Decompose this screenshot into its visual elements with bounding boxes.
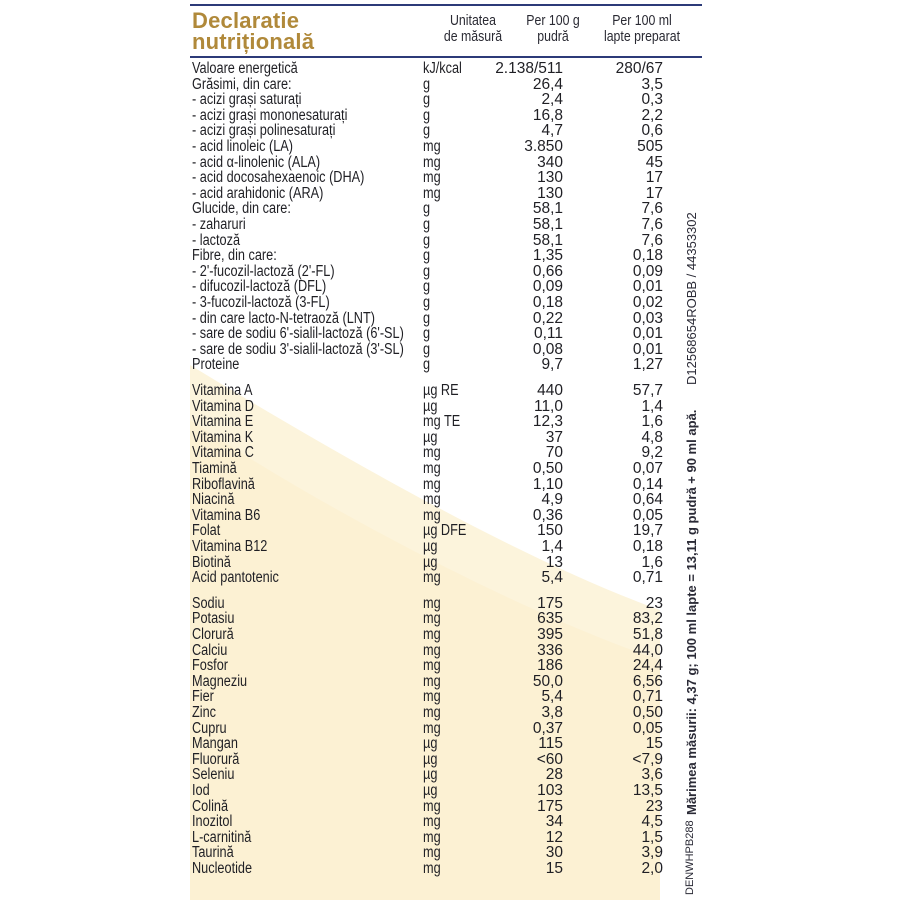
nutrient-name: Vitamina B6 [192, 506, 261, 524]
value-per-100g: 28 [545, 766, 563, 784]
nutrient-name: Proteine [192, 356, 240, 374]
value-per-100g: 50,0 [532, 672, 563, 690]
nutrient-unit: g [423, 231, 431, 249]
table-row [0, 539, 900, 555]
table-row [0, 658, 900, 674]
table-row [0, 399, 900, 415]
value-per-100ml: 0,64 [632, 491, 663, 509]
nutrient-name: - acid arahidonic (ARA) [192, 184, 324, 202]
value-per-100g: 395 [537, 626, 563, 643]
nutrient-name: - acid docosahexaenoic (DHA) [192, 169, 365, 187]
nutrient-name: Clorură [192, 626, 234, 643]
nutrient-name: Tiamină [192, 460, 237, 477]
nutrient-name: Iod [192, 782, 210, 799]
header-per-100g: Per 100 g pudră [526, 13, 580, 45]
value-per-100g: 2.138/511 [495, 60, 563, 77]
table-row [0, 643, 900, 659]
nutrient-unit: mg [423, 641, 441, 659]
nutrient-name: Colină [192, 797, 229, 815]
nutrient-name: Vitamina K [192, 428, 254, 446]
value-per-100g: 13 [545, 553, 563, 571]
nutrient-unit: µg DFE [423, 522, 467, 540]
value-per-100ml: 19,7 [632, 522, 663, 540]
nutrient-name: - zaharuri [192, 216, 246, 233]
value-per-100ml: 3,6 [641, 766, 663, 784]
nutrient-unit: mg [423, 813, 441, 831]
nutrient-name: Fluorură [192, 750, 240, 768]
table-row [0, 752, 900, 768]
table-row [0, 383, 900, 399]
table-row [0, 445, 900, 461]
value-per-100ml: 1,6 [641, 553, 663, 571]
value-per-100g: 635 [537, 610, 563, 628]
table-row [0, 461, 900, 477]
value-per-100g: 58,1 [532, 200, 563, 218]
value-per-100g: 1,35 [532, 247, 563, 265]
value-per-100ml: 1,6 [641, 413, 663, 431]
nutrient-name: Acid pantotenic [192, 569, 279, 587]
nutrient-unit: g [423, 325, 431, 343]
value-per-100g: 175 [537, 594, 563, 612]
nutrient-name: Niacină [192, 491, 235, 509]
table-row [0, 248, 900, 264]
nutrient-unit: mg [423, 719, 441, 737]
value-per-100ml: 4,5 [641, 813, 663, 831]
table-row [0, 767, 900, 783]
table-row [0, 861, 900, 877]
nutrient-name: Vitamina B12 [192, 538, 268, 555]
value-per-100ml: 7,6 [641, 200, 663, 218]
value-per-100g: 58,1 [532, 231, 563, 249]
value-per-100g: 1,10 [532, 475, 563, 493]
nutrient-unit: mg [423, 626, 441, 643]
table-row [0, 311, 900, 327]
nutrient-unit: µg RE [423, 382, 459, 399]
nutrient-name: Zinc [192, 704, 217, 721]
value-per-100ml: 15 [645, 735, 663, 753]
table-row [0, 170, 900, 186]
nutrient-name: Grăsimi, din care: [192, 75, 292, 93]
value-per-100g: 15 [545, 860, 563, 877]
nutrient-name: Potasiu [192, 610, 235, 628]
value-per-100ml: <7,9 [632, 750, 663, 768]
nutrient-unit: mg [423, 657, 441, 675]
header-unit: Unitatea de măsură [443, 13, 503, 45]
value-per-100ml: 0,50 [632, 704, 663, 721]
nutrient-name: Vitamina A [192, 382, 253, 399]
value-per-100g: 0,36 [532, 506, 563, 524]
table-row [0, 295, 900, 311]
nutrient-name: - 3-fucozil-lactoză (3-FL) [192, 294, 330, 311]
table-row [0, 217, 900, 233]
value-per-100ml: 3,5 [641, 75, 663, 93]
nutrient-name: Biotină [192, 553, 231, 571]
nutrient-unit: mg [423, 860, 441, 877]
nutrient-name: - acizi grași mononesaturați [192, 106, 348, 124]
nutrient-unit: mg [423, 672, 441, 690]
nutrient-unit: µg [423, 735, 438, 753]
table-row [0, 139, 900, 155]
table-row [0, 570, 900, 586]
value-per-100g: 3,8 [541, 704, 563, 721]
batch-code: DENWHPB288 [684, 820, 696, 895]
nutrient-unit: µg [423, 397, 438, 415]
nutrient-name: Cupru [192, 719, 227, 737]
nutrient-name: Mangan [192, 735, 238, 753]
value-per-100ml: 0,01 [632, 278, 663, 296]
table-row [0, 357, 900, 373]
nutrient-name: Seleniu [192, 766, 235, 784]
table-row [0, 201, 900, 217]
value-per-100ml: 24,4 [632, 657, 663, 675]
table-row [0, 783, 900, 799]
value-per-100ml: 1,27 [632, 356, 663, 374]
nutrient-unit: µg [423, 428, 438, 446]
product-code: D12568654ROBB / 44353302 [684, 212, 699, 385]
serving-size-note: Mărimea măsurii: 4,37 g; 100 ml lapte = 13,11 g pudră + 90 ml apă. [684, 409, 699, 815]
value-per-100g: 0,08 [532, 340, 563, 358]
value-per-100ml: 1,5 [641, 828, 663, 846]
value-per-100ml: 23 [645, 594, 663, 612]
nutrient-unit: g [423, 216, 431, 233]
value-per-100g: 0,09 [532, 278, 563, 296]
value-per-100g: 9,7 [541, 356, 563, 374]
value-per-100ml: 6,56 [632, 672, 663, 690]
nutrient-name: - din care lacto-N-tetraoză (LNT) [192, 309, 375, 327]
nutrient-name: - acizi grași polinesaturați [192, 122, 336, 140]
nutrient-name: Inozitol [192, 813, 233, 831]
value-per-100g: 0,66 [532, 262, 563, 280]
value-per-100ml: 280/67 [615, 60, 663, 77]
table-row [0, 123, 900, 139]
nutrient-unit: µg [423, 538, 438, 555]
top-rule [190, 4, 702, 6]
nutrient-unit: mg [423, 460, 441, 477]
value-per-100g: 5,4 [541, 569, 563, 587]
nutrient-unit: µg [423, 553, 438, 571]
nutrient-name: Folat [192, 522, 221, 540]
value-per-100g: 0,11 [533, 325, 563, 343]
table-row [0, 342, 900, 358]
nutrient-unit: mg [423, 569, 441, 587]
nutrient-unit: mg [423, 594, 441, 612]
value-per-100g: 3.850 [524, 138, 563, 155]
nutrient-name: Fibre, din care: [192, 247, 277, 265]
table-row [0, 326, 900, 342]
value-per-100ml: 17 [645, 169, 663, 187]
table-row [0, 414, 900, 430]
value-per-100ml: 7,6 [641, 231, 663, 249]
value-per-100ml: 44,0 [632, 641, 663, 659]
value-per-100g: 30 [545, 844, 563, 862]
nutrient-name: - 2'-fucozil-lactoză (2'-FL) [192, 262, 335, 280]
value-per-100g: 103 [537, 782, 563, 799]
value-per-100ml: 0,3 [641, 91, 663, 109]
value-per-100ml: 0,05 [632, 719, 663, 737]
value-per-100ml: 0,07 [632, 460, 663, 477]
nutrient-unit: g [423, 200, 431, 218]
nutrient-name: Vitamina C [192, 444, 254, 462]
value-per-100ml: 57,7 [632, 382, 663, 399]
nutrient-unit: mg [423, 844, 441, 862]
value-per-100ml: 13,5 [632, 782, 663, 799]
table-row [0, 523, 900, 539]
table-row [0, 186, 900, 202]
table-row [0, 92, 900, 108]
table-row [0, 555, 900, 571]
table-row [0, 508, 900, 524]
table-row [0, 492, 900, 508]
nutrient-unit: mg [423, 475, 441, 493]
value-per-100g: 440 [537, 382, 563, 399]
nutrient-unit: mg [423, 153, 441, 171]
table-row [0, 430, 900, 446]
nutrient-unit: mg [423, 610, 441, 628]
nutrient-name: Vitamina E [192, 413, 254, 431]
value-per-100g: 0,50 [532, 460, 563, 477]
value-per-100ml: 0,71 [632, 569, 663, 587]
table-row [0, 279, 900, 295]
value-per-100ml: 0,18 [632, 538, 663, 555]
nutrient-unit: g [423, 262, 431, 280]
value-per-100g: 175 [537, 797, 563, 815]
header-rule [190, 56, 702, 58]
value-per-100ml: 0,18 [632, 247, 663, 265]
nutrient-unit: g [423, 91, 431, 109]
table-row [0, 264, 900, 280]
nutrient-unit: g [423, 106, 431, 124]
table-row [0, 611, 900, 627]
value-per-100ml: 0,01 [632, 325, 663, 343]
value-per-100g: 70 [545, 444, 563, 462]
nutrient-name: Vitamina D [192, 397, 254, 415]
nutrient-name: Taurină [192, 844, 234, 862]
table-row [0, 814, 900, 830]
value-per-100g: <60 [536, 750, 563, 768]
value-per-100ml: 0,09 [632, 262, 663, 280]
nutrient-name: - acid α-linolenic (ALA) [192, 153, 321, 171]
nutrient-unit: g [423, 75, 431, 93]
value-per-100g: 12 [545, 828, 563, 846]
value-per-100g: 1,4 [541, 538, 563, 555]
value-per-100ml: 2,2 [641, 106, 663, 124]
nutrient-unit: g [423, 340, 431, 358]
value-per-100g: 11,0 [533, 397, 563, 415]
nutrient-unit: mg [423, 704, 441, 721]
value-per-100g: 16,8 [532, 106, 563, 124]
nutrient-unit: mg [423, 169, 441, 187]
value-per-100g: 0,22 [532, 309, 563, 327]
nutrient-unit: g [423, 356, 431, 374]
nutrient-unit: mg [423, 688, 441, 706]
nutrient-name: Sodiu [192, 594, 225, 612]
value-per-100g: 2,4 [541, 91, 563, 109]
nutrient-name: - sare de sodiu 6'-sialil-lactoză (6'-SL) [192, 325, 404, 343]
value-per-100g: 130 [537, 184, 563, 202]
value-per-100ml: 9,2 [641, 444, 663, 462]
value-per-100ml: 0,05 [632, 506, 663, 524]
nutrient-unit: mg [423, 797, 441, 815]
nutrient-name: Valoare energetică [192, 60, 298, 77]
nutrient-unit: µg [423, 766, 438, 784]
nutrient-unit: mg [423, 444, 441, 462]
table-row [0, 596, 900, 612]
value-per-100ml: 17 [645, 184, 663, 202]
value-per-100g: 37 [545, 428, 563, 446]
nutrient-unit: mg [423, 828, 441, 846]
nutrient-unit: g [423, 309, 431, 327]
nutrient-name: Nucleotide [192, 860, 253, 877]
nutrient-name: Calciu [192, 641, 228, 659]
value-per-100ml: 0,14 [632, 475, 663, 493]
nutrient-name: Riboflavină [192, 475, 255, 493]
nutrient-name: - acizi grași saturați [192, 91, 302, 109]
table-row [0, 799, 900, 815]
table-row [0, 721, 900, 737]
value-per-100ml: 0,02 [632, 294, 663, 311]
value-per-100g: 12,3 [532, 413, 563, 431]
nutrient-unit: mg [423, 184, 441, 202]
value-per-100g: 4,7 [541, 122, 563, 140]
value-per-100ml: 0,01 [632, 340, 663, 358]
table-row [0, 233, 900, 249]
nutrient-unit: µg [423, 782, 438, 799]
nutrient-unit: µg [423, 750, 438, 768]
value-per-100ml: 1,4 [641, 397, 663, 415]
value-per-100g: 130 [537, 169, 563, 187]
nutrient-name: L-carnitină [192, 828, 252, 846]
table-row [0, 845, 900, 861]
nutrient-name: - acid linoleic (LA) [192, 138, 294, 155]
table-row [0, 674, 900, 690]
value-per-100g: 5,4 [541, 688, 563, 706]
nutrient-name: - difucozil-lactoză (DFL) [192, 278, 327, 296]
title-line-2: nutrițională [192, 29, 315, 54]
nutrient-name: - lactoză [192, 231, 241, 249]
value-per-100g: 186 [537, 657, 563, 675]
nutrient-unit: g [423, 122, 431, 140]
nutrient-unit: kJ/kcal [423, 60, 462, 77]
value-per-100ml: 51,8 [632, 626, 663, 643]
table-row [0, 61, 900, 77]
value-per-100ml: 505 [637, 138, 663, 155]
value-per-100g: 115 [538, 735, 563, 753]
nutrient-unit: mg [423, 491, 441, 509]
title-line-1: Declaratie [192, 8, 300, 33]
table-row [0, 689, 900, 705]
value-per-100g: 0,37 [532, 719, 563, 737]
value-per-100ml: 23 [645, 797, 663, 815]
value-per-100g: 4,9 [541, 491, 563, 509]
table-row [0, 155, 900, 171]
nutrient-name: Magneziu [192, 672, 248, 690]
value-per-100ml: 4,8 [641, 428, 663, 446]
value-per-100ml: 3,9 [641, 844, 663, 862]
table-row [0, 830, 900, 846]
value-per-100ml: 83,2 [632, 610, 663, 628]
nutrient-unit: g [423, 294, 431, 311]
nutrient-unit: mg TE [423, 413, 461, 431]
value-per-100ml: 2,0 [641, 860, 663, 877]
value-per-100ml: 0,71 [632, 688, 663, 706]
nutrient-name: Fosfor [192, 657, 229, 675]
value-per-100ml: 45 [645, 153, 663, 171]
value-per-100ml: 0,6 [641, 122, 663, 140]
table-row [0, 705, 900, 721]
value-per-100ml: 7,6 [641, 216, 663, 233]
table-row [0, 108, 900, 124]
nutrient-unit: mg [423, 506, 441, 524]
value-per-100ml: 0,03 [632, 309, 663, 327]
table-row [0, 627, 900, 643]
nutrient-unit: mg [423, 138, 441, 155]
header-per-100ml: Per 100 ml lapte preparat [603, 13, 681, 45]
value-per-100g: 34 [545, 813, 563, 831]
table-row [0, 477, 900, 493]
value-per-100g: 26,4 [532, 75, 563, 93]
value-per-100g: 150 [537, 522, 563, 540]
table-row [0, 736, 900, 752]
nutrient-unit: g [423, 247, 431, 265]
nutrient-name: Glucide, din care: [192, 200, 291, 218]
nutrient-name: - sare de sodiu 3'-sialil-lactoză (3'-SL) [192, 340, 404, 358]
nutrient-unit: g [423, 278, 431, 296]
value-per-100g: 0,18 [532, 294, 563, 311]
value-per-100g: 58,1 [532, 216, 563, 233]
value-per-100g: 340 [537, 153, 563, 171]
table-row [0, 77, 900, 93]
nutrient-name: Fier [192, 688, 214, 706]
value-per-100g: 336 [537, 641, 563, 659]
